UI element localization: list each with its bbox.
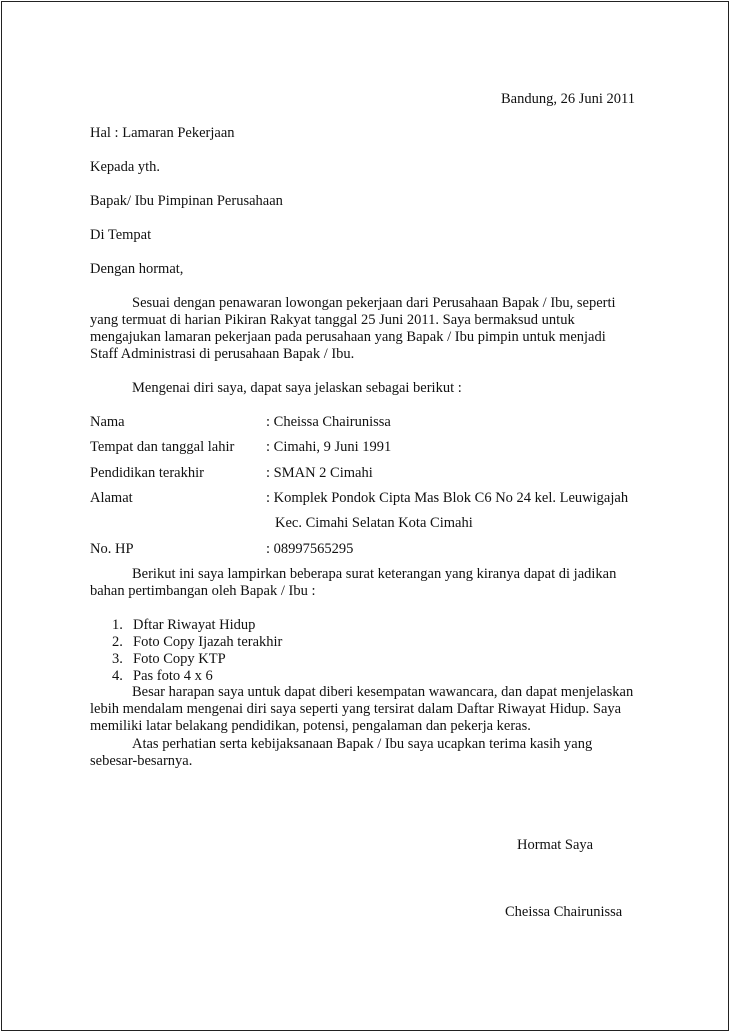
detail-label-phone: No. HP [90, 541, 134, 557]
paragraph-4-line-1: Atas perhatian serta kebijaksanaan Bapak / Ibu saya ucapkan terima kasih yang [132, 736, 593, 752]
detail-value-birth: : Cimahi, 9 Juni 1991 [266, 439, 392, 455]
recipient-line-2: Bapak/ Ibu Pimpinan Perusahaan [90, 193, 283, 209]
signature-name: Cheissa Chairunissa [505, 904, 623, 920]
paragraph-4-line-2: sebesar-besarnya. [90, 753, 193, 769]
paragraph-1-line-3: mengajukan lamaran pekerjaan pada perusahaan yang Bapak / Ibu pimpin untuk menjadi [90, 329, 606, 345]
detail-label-address: Alamat [90, 490, 133, 506]
attachment-number-4: 4. [112, 668, 123, 684]
paragraph-2-line-1: Berikut ini saya lampirkan beberapa surat keterangan yang kiranya dapat di jadikan [132, 566, 617, 582]
detail-value-address-line-2: Kec. Cimahi Selatan Kota Cimahi [275, 515, 473, 531]
paragraph-3-line-2: lebih mendalam mengenai diri saya seperti yang tersirat dalam Daftar Riwayat Hidup. Saya [90, 701, 622, 717]
details-intro: Mengenai diri saya, dapat saya jelaskan sebagai berikut : [132, 380, 462, 396]
place-date: Bandung, 26 Juni 2011 [501, 91, 635, 107]
closing-salutation: Hormat Saya [517, 837, 594, 853]
detail-value-name: : Cheissa Chairunissa [266, 414, 391, 430]
recipient-line-3: Di Tempat [90, 227, 152, 243]
attachment-item-2: Foto Copy Ijazah terakhir [133, 634, 283, 650]
detail-label-name: Nama [90, 414, 125, 430]
detail-value-education: : SMAN 2 Cimahi [266, 465, 373, 481]
attachment-item-4: Pas foto 4 x 6 [133, 668, 213, 684]
paragraph-3-line-3: memiliki latar belakang pendidikan, potensi, pengalaman dan pekerja keras. [90, 718, 531, 734]
subject-line: Hal : Lamaran Pekerjaan [90, 125, 235, 141]
paragraph-1-line-4: Staff Administrasi di perusahaan Bapak / Ibu. [90, 346, 355, 362]
attachment-number-1: 1. [112, 617, 123, 633]
detail-value-address: : Komplek Pondok Cipta Mas Blok C6 No 24 kel. Leuwigajah [266, 490, 629, 506]
detail-label-birth: Tempat dan tanggal lahir [90, 439, 235, 455]
paragraph-3-line-1: Besar harapan saya untuk dapat diberi kesempatan wawancara, dan dapat menjelaskan [132, 684, 634, 700]
attachment-item-3: Foto Copy KTP [133, 651, 226, 667]
attachment-number-3: 3. [112, 651, 123, 667]
paragraph-1-line-2: yang termuat di harian Pikiran Rakyat tanggal 25 Juni 2011. Saya bermaksud untuk [90, 312, 575, 328]
detail-value-phone: : 08997565295 [266, 541, 354, 557]
detail-label-education: Pendidikan terakhir [90, 465, 204, 481]
attachment-item-1: Dftar Riwayat Hidup [133, 617, 256, 633]
paragraph-1-line-1: Sesuai dengan penawaran lowongan pekerjaan dari Perusahaan Bapak / Ibu, seperti [132, 295, 616, 311]
attachment-number-2: 2. [112, 634, 123, 650]
paragraph-2-line-2: bahan pertimbangan oleh Bapak / Ibu : [90, 583, 316, 599]
recipient-line-1: Kepada yth. [90, 159, 161, 175]
greeting: Dengan hormat, [90, 261, 184, 277]
